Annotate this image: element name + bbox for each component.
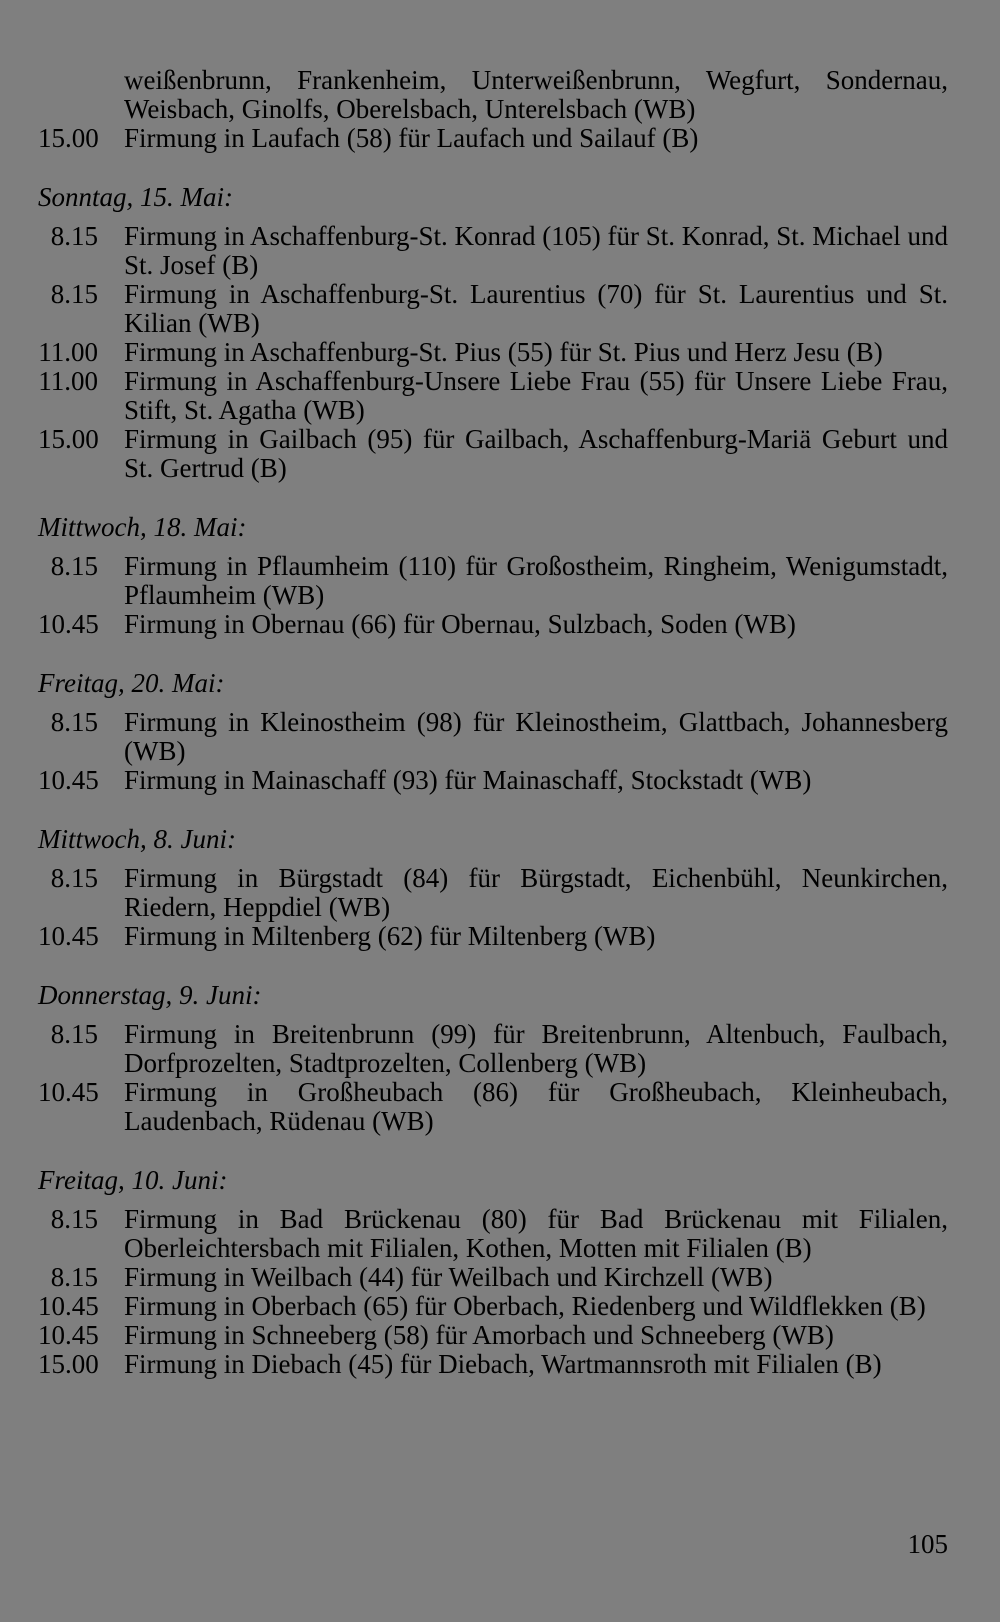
- entry-time: 8.15: [50, 863, 98, 893]
- schedule-entry: [38, 1350, 948, 1379]
- schedule-entry: [38, 1321, 948, 1350]
- entry-text: Firmung in Kleinostheim (98) für Kleinostheim, Glattbach, Johannesberg (WB): [124, 707, 948, 766]
- entry-time: 10.45: [38, 1077, 99, 1107]
- entry-text: Firmung in Obernau (66) für Obernau, Sulzbach, Soden (WB): [124, 609, 796, 639]
- document-page: [38, 66, 948, 1379]
- entry-time: 8.15: [50, 1019, 98, 1049]
- entry-time: 11.00: [38, 366, 98, 396]
- entry-text: Firmung in Weilbach (44) für Weilbach und Kirchzell (WB): [124, 1262, 773, 1292]
- continuation-entry: [38, 66, 948, 124]
- entry-time: 11.00: [38, 337, 98, 367]
- day-heading: Freitag, 20. Mai:: [38, 668, 225, 698]
- schedule-entry: [38, 552, 948, 610]
- schedule-entry: [38, 1078, 948, 1136]
- schedule-entry: [38, 864, 948, 922]
- schedule-entry: [38, 124, 948, 153]
- entry-time: 15.00: [38, 1349, 99, 1379]
- schedule-entry: [38, 338, 948, 367]
- entry-text: Firmung in Miltenberg (62) für Miltenberg (WB): [124, 921, 656, 951]
- entry-time: 10.45: [38, 1291, 99, 1321]
- entry-text: Firmung in Diebach (45) für Diebach, Wartmannsroth mit Filialen (B): [124, 1349, 882, 1379]
- entry-time: 10.45: [38, 765, 99, 795]
- entry-time: 10.45: [38, 921, 99, 951]
- day-heading: Mittwoch, 18. Mai:: [38, 512, 247, 542]
- entry-text: Firmung in Aschaffenburg-St. Konrad (105) für St. Konrad, St. Michael und St. Josef (B): [124, 221, 948, 280]
- entry-text: Firmung in Großheubach (86) für Großheubach, Kleinheubach, Laudenbach, Rüdenau (WB): [124, 1077, 948, 1136]
- entry-time: 8.15: [50, 707, 98, 737]
- entry-time: 15.00: [38, 424, 99, 454]
- schedule-entry: [38, 610, 948, 639]
- schedule-entry: [38, 1263, 948, 1292]
- entry-text: Firmung in Laufach (58) für Laufach und Sailauf (B): [124, 123, 699, 153]
- entry-time: 8.15: [50, 1204, 98, 1234]
- entry-text: Firmung in Bürgstadt (84) für Bürgstadt, Eichenbühl, Neunkirchen, Riedern, Heppdiel (WB): [124, 863, 948, 922]
- page-number: 105: [907, 1529, 948, 1559]
- entry-text: Firmung in Aschaffenburg-St. Laurentius (70) für St. Laurentius und St. Kilian (WB): [124, 279, 948, 338]
- schedule-entry: [38, 367, 948, 425]
- entry-time: 8.15: [50, 279, 98, 309]
- entry-text: Firmung in Breitenbrunn (99) für Breitenbrunn, Altenbuch, Faulbach, Dorfprozelten, Stadtprozelten, Collenberg (WB): [124, 1019, 948, 1078]
- schedule-entry: [38, 1205, 948, 1263]
- day-heading: Mittwoch, 8. Juni:: [38, 824, 236, 854]
- day-heading: Donnerstag, 9. Juni:: [38, 980, 262, 1010]
- day-heading: Sonntag, 15. Mai:: [38, 182, 233, 212]
- day-heading: Freitag, 10. Juni:: [38, 1165, 228, 1195]
- entry-text: Firmung in Schneeberg (58) für Amorbach und Schneeberg (WB): [124, 1320, 834, 1350]
- entry-time: 8.15: [50, 221, 98, 251]
- entry-text: Firmung in Bad Brückenau (80) für Bad Brückenau mit Filialen, Oberleichtersbach mit Filialen, Kothen, Motten mit Filialen (B): [124, 1204, 948, 1263]
- entry-time: 8.15: [50, 551, 98, 581]
- entry-text: Firmung in Mainaschaff (93) für Mainaschaff, Stockstadt (WB): [124, 765, 812, 795]
- schedule-entry: [38, 1020, 948, 1078]
- entry-text: Firmung in Gailbach (95) für Gailbach, Aschaffenburg-Mariä Geburt und St. Gertrud (B): [124, 424, 948, 483]
- entry-text: Firmung in Oberbach (65) für Oberbach, Riedenberg und Wildflekken (B): [124, 1291, 926, 1321]
- entry-time: 8.15: [50, 1262, 98, 1292]
- entry-text: Firmung in Aschaffenburg-Unsere Liebe Frau (55) für Unsere Liebe Frau, Stift, St. Agatha (WB): [124, 366, 948, 425]
- intro-section: [38, 66, 948, 153]
- schedule-entry: [38, 766, 948, 795]
- schedule-entry: [38, 708, 948, 766]
- schedule-entry: [38, 1292, 948, 1321]
- schedule-entry: [38, 222, 948, 280]
- entry-text: weißenbrunn, Frankenheim, Unterweißenbrunn, Wegfurt, Sondernau, Weisbach, Ginolfs, Oberelsbach, Unterelsbach (WB): [124, 65, 948, 124]
- entry-text: Firmung in Pflaumheim (110) für Großostheim, Ringheim, Wenigumstadt, Pflaumheim (WB): [124, 551, 948, 610]
- entry-time: 15.00: [38, 123, 99, 153]
- schedule-entry: [38, 425, 948, 483]
- entry-time: 10.45: [38, 609, 99, 639]
- entry-text: Firmung in Aschaffenburg-St. Pius (55) für St. Pius und Herz Jesu (B): [124, 337, 883, 367]
- schedule-entry: [38, 922, 948, 951]
- entry-time: 10.45: [38, 1320, 99, 1350]
- schedule-entry: [38, 280, 948, 338]
